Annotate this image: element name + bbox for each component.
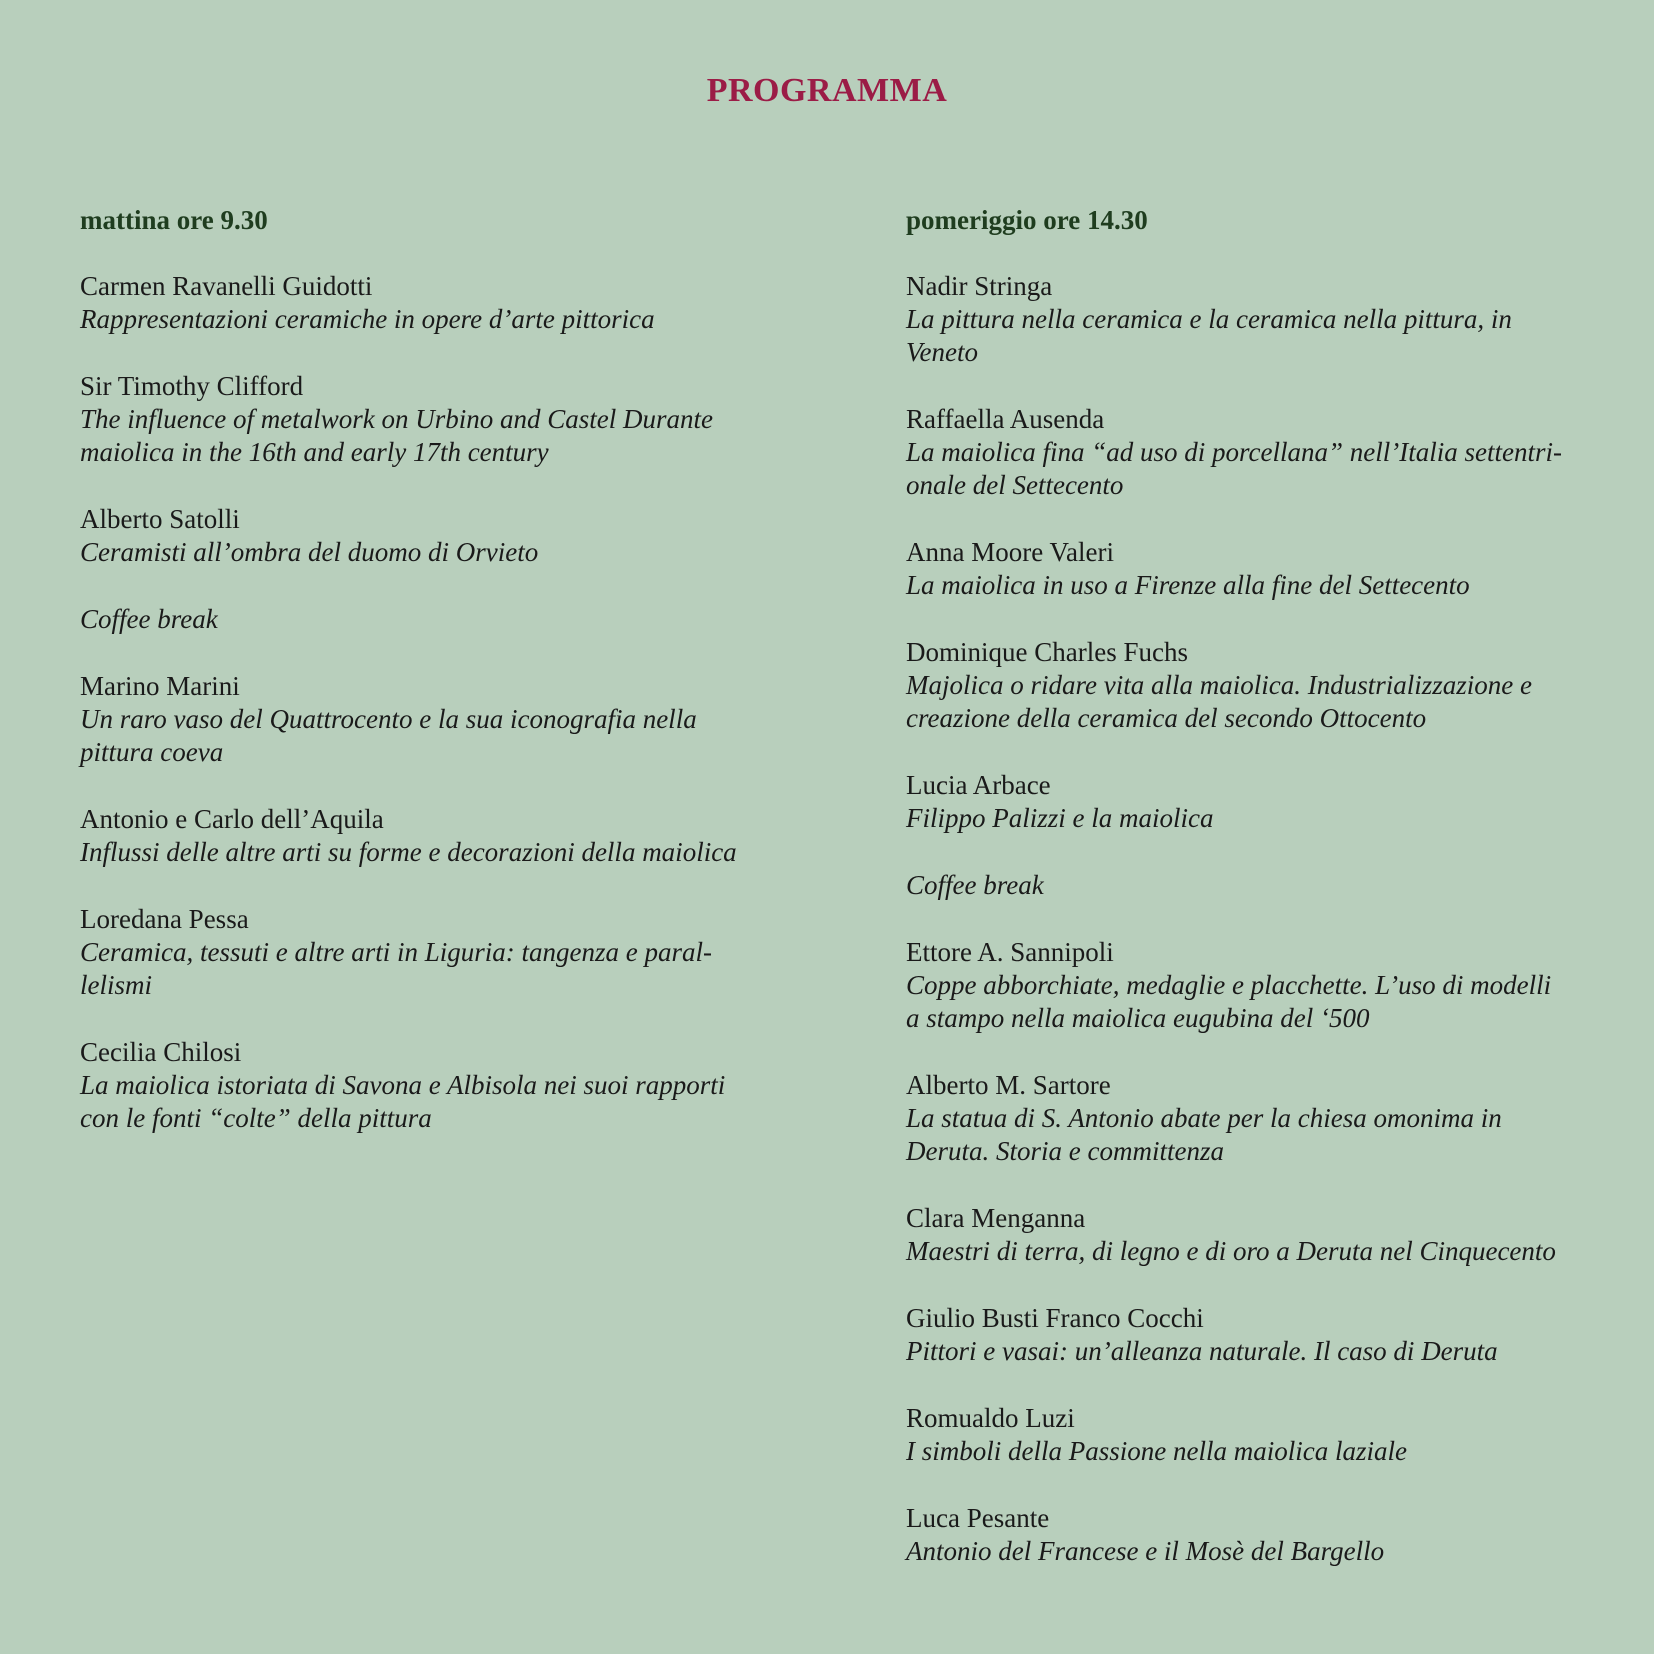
talk-item (906, 1202, 1566, 1268)
talk-item (80, 1036, 740, 1135)
talk-item (906, 1402, 1566, 1468)
talk-title: Coppe abborchiate, medaglie e placchette. L’uso di modelli a stampo nella maiolica eugubina del ‘500 (906, 970, 1552, 1033)
talk-title: Majolica o ridare vita alla maiolica. Industrializzazione e creazione della ceramica del secondo Ottocento (906, 670, 1532, 733)
speaker-name: Sir Timothy Clifford (80, 371, 304, 401)
talk-item (906, 536, 1566, 602)
speaker-name: Alberto Satolli (80, 504, 240, 534)
speaker-name: Raffaella Ausenda (906, 404, 1105, 434)
page-title: PROGRAMMA (706, 72, 948, 109)
talk-title: La pittura nella ceramica e la ceramica nella pittura, in Veneto (906, 304, 1512, 367)
talk-item (80, 670, 740, 769)
talk-title: Ceramisti all’ombra del duomo di Orvieto (80, 537, 539, 567)
talk-title: La statua di S. Antonio abate per la chiesa omonima in Deruta. Storia e committenza (906, 1103, 1502, 1166)
talk-title: Filippo Palizzi e la maiolica (906, 803, 1214, 833)
speaker-name: Clara Menganna (906, 1203, 1086, 1233)
talk-title: La maiolica fina “ad uso di porcellana” nell’Italia settentrionale del Settecento (906, 437, 1562, 500)
talk-title: Influssi delle altre arti su forme e decorazioni della maiolica (80, 837, 737, 867)
talk-title: The influence of metalwork on Urbino and Castel Durante maiolica in the 16th and early 17th century (80, 404, 713, 467)
speaker-name: Romualdo Luzi (906, 1403, 1075, 1433)
talk-item (80, 803, 740, 869)
talk-title: Un raro vaso del Quattrocento e la sua iconografia nella pittura coeva (80, 704, 697, 767)
morning-heading: mattina ore 9.30 (80, 205, 268, 235)
talk-item (80, 270, 740, 336)
talk-item (80, 370, 740, 469)
morning-session (80, 204, 740, 1169)
talk-item (80, 503, 740, 569)
speaker-name: Cecilia Chilosi (80, 1037, 242, 1067)
speaker-name: Dominique Charles Fuchs (906, 637, 1188, 667)
speaker-name: Ettore A. Sannipoli (906, 937, 1114, 967)
talk-title: Pittori e vasai: un’alleanza naturale. Il caso di Deruta (906, 1336, 1498, 1366)
talk-item (906, 936, 1566, 1035)
talk-title: La maiolica in uso a Firenze alla fine del Settecento (906, 570, 1470, 600)
talk-item (80, 903, 740, 1002)
talk-item (906, 1069, 1566, 1168)
talk-item (906, 1302, 1566, 1368)
speaker-name: Carmen Ravanelli Guidotti (80, 271, 373, 301)
talk-title: Rappresentazioni ceramiche in opere d’arte pittorica (80, 304, 655, 334)
speaker-name: Antonio e Carlo dell’Aquila (80, 804, 384, 834)
talk-item (906, 270, 1566, 369)
speaker-name: Luca Pesante (906, 1503, 1050, 1533)
talk-item (906, 636, 1566, 735)
talk-title: I simboli della Passione nella maiolica laziale (906, 1436, 1407, 1466)
speaker-name: Giulio Busti Franco Cocchi (906, 1303, 1204, 1333)
talk-title: Antonio del Francese e il Mosè del Bargello (906, 1536, 1385, 1566)
talk-title: Ceramica, tessuti e altre arti in Liguria: tangenza e parallelismi (80, 937, 712, 1000)
speaker-name: Marino Marini (80, 671, 240, 701)
speaker-name: Alberto M. Sartore (906, 1070, 1111, 1100)
speaker-name: Lucia Arbace (906, 770, 1051, 800)
talk-item (906, 1502, 1566, 1568)
speaker-name: Nadir Stringa (906, 271, 1053, 301)
coffee-break: Coffee break (906, 870, 1044, 900)
speaker-name: Anna Moore Valeri (906, 537, 1114, 567)
talk-title: La maiolica istoriata di Savona e Albisola nei suoi rapporti con le fonti “colte” della pittura (80, 1070, 726, 1133)
afternoon-session (906, 204, 1566, 1602)
speaker-name: Loredana Pessa (80, 904, 249, 934)
talk-item (906, 403, 1566, 502)
coffee-break: Coffee break (80, 604, 218, 634)
talk-title: Maestri di terra, di legno e di oro a Deruta nel Cinquecento (906, 1236, 1556, 1266)
afternoon-heading: pomeriggio ore 14.30 (906, 205, 1148, 235)
talk-item (906, 769, 1566, 835)
